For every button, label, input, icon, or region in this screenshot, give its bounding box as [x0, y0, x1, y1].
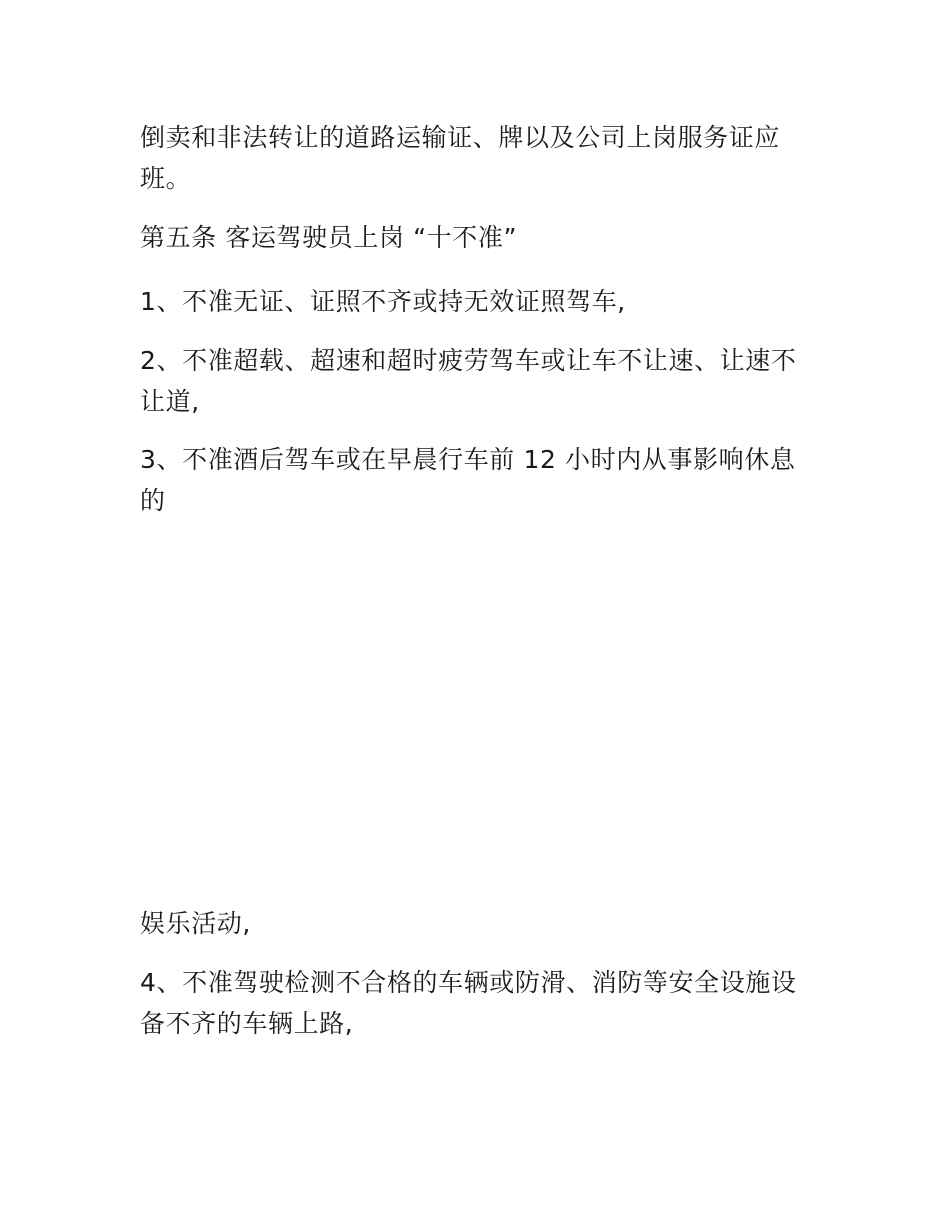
paragraph-permit-transfer: 倒卖和非法转让的道路运输证、牌以及公司上岗服务证应班。: [140, 123, 781, 193]
rule-item-1: 1、不准无证、证照不齐或持无效证照驾车,: [140, 287, 626, 316]
blank-gap: [140, 520, 812, 880]
rule-item-4: 4、不准驾驶检测不合格的车辆或防滑、消防等安全设施设备不齐的车辆上路,: [140, 968, 797, 1038]
rule-item-3-continued: 娱乐活动,: [140, 909, 251, 938]
rule-item-2: 2、不准超载、超速和超时疲劳驾车或让车不让速、让速不让道,: [140, 346, 797, 416]
heading-article-five: 第五条 客运驾驶员上岗 “十不准”: [140, 223, 517, 252]
rule-item-3: 3、不准酒后驾车或在早晨行车前 12 小时内从事影响休息的: [140, 445, 796, 515]
